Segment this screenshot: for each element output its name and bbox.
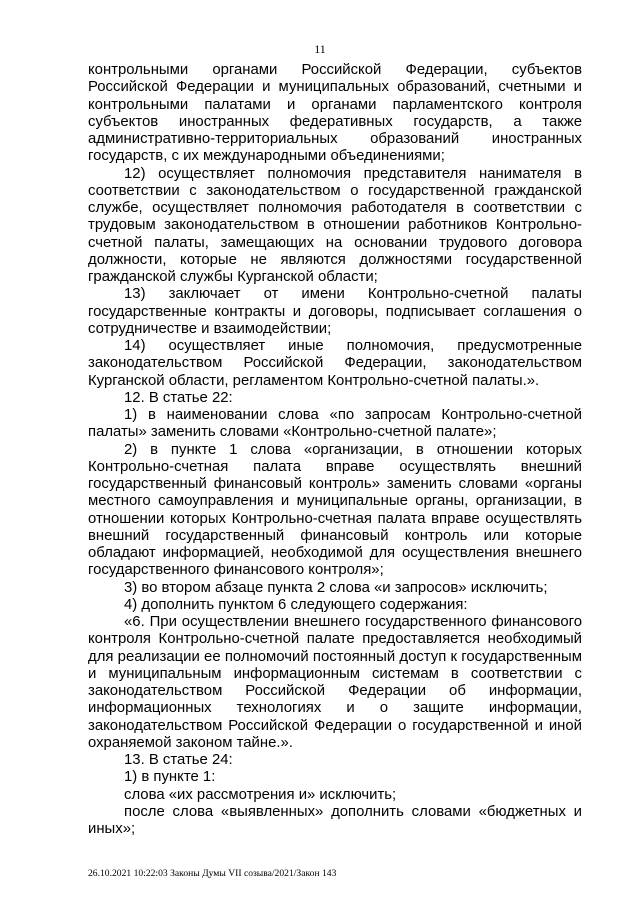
paragraph: 1) в наименовании слова «по запросам Контрольно-счетной палаты» заменить словами «Контрольно-счетной палате»;: [88, 407, 582, 441]
paragraph: 3) во втором абзаце пункта 2 слова «и запросов» исключить;: [124, 579, 548, 596]
paragraph: 12) осуществляет полномочия представителя нанимателя в соответствии с законодательством о государственной гражданской службе, осуществляет полномочия работодателя в соответствии с трудовым законодательством в отношении работников Контрольно-счетной палаты, замещающих на основании трудового договора должности, которые не являются должностями государственной гражданской службы Курганской области;: [88, 165, 582, 285]
paragraph: 14) осуществляет иные полномочия, предусмотренные законодательством Российской Федерации, законодательством Курганской области, регламентом Контрольно-счетной палаты.».: [88, 338, 582, 389]
paragraph: 13) заключает от имени Контрольно-счетной палаты государственные контракты и договоры, подписывает соглашения о сотрудничестве и взаимодействии;: [88, 286, 582, 337]
paragraph: контрольными органами Российской Федерации, субъектов Российской Федерации и муниципальных образований, счетными и контрольными палатами и органами парламентского контроля субъектов иностранных федеративных государств, а также административно-территориальных образований иностранных государств, с их международными объединениями;: [88, 62, 582, 165]
paragraph: 2) в пункте 1 слова «организации, в отношении которых Контрольно-счетная палата вправе осуществлять внешний государственный финансовый контроль» заменить словами «органы местного самоуправления и муниципальные органы, организации, в отношении которых Контрольно-счетная палата вправе осуществлять внешний государственный финансовый контроль или которые обладают информацией, необходимой для осуществления внешнего государственного финансового контроля»;: [88, 441, 582, 579]
page-number: 11: [314, 42, 326, 56]
article-heading: 13. В статье 24:: [124, 752, 233, 768]
document-footer: 26.10.2021 10:22:03 Законы Думы VII созыва/2021/Закон 143: [88, 868, 337, 879]
paragraph: 4) дополнить пунктом 6 следующего содержания:: [124, 596, 468, 613]
paragraph: 1) в пункте 1:: [124, 769, 216, 786]
paragraph: после слова «выявленных» дополнить словами «бюджетных и иных»;: [88, 803, 582, 837]
article-heading: 12. В статье 22:: [124, 389, 233, 406]
document-body: [88, 62, 582, 838]
paragraph: слова «их рассмотрения и» исключить;: [124, 786, 397, 803]
paragraph: «6. При осуществлении внешнего государственного финансового контроля Контрольно-счетной палате предоставляется необходимый для реализации ее полномочий постоянный доступ к государственным и муниципальным информационным системам в соответствии с законодательством Российской Федерации об информации, информационных технологиях и о защите информации, законодательством Российской Федерации о государственной и иной охраняемой законом тайне.».: [88, 614, 582, 751]
